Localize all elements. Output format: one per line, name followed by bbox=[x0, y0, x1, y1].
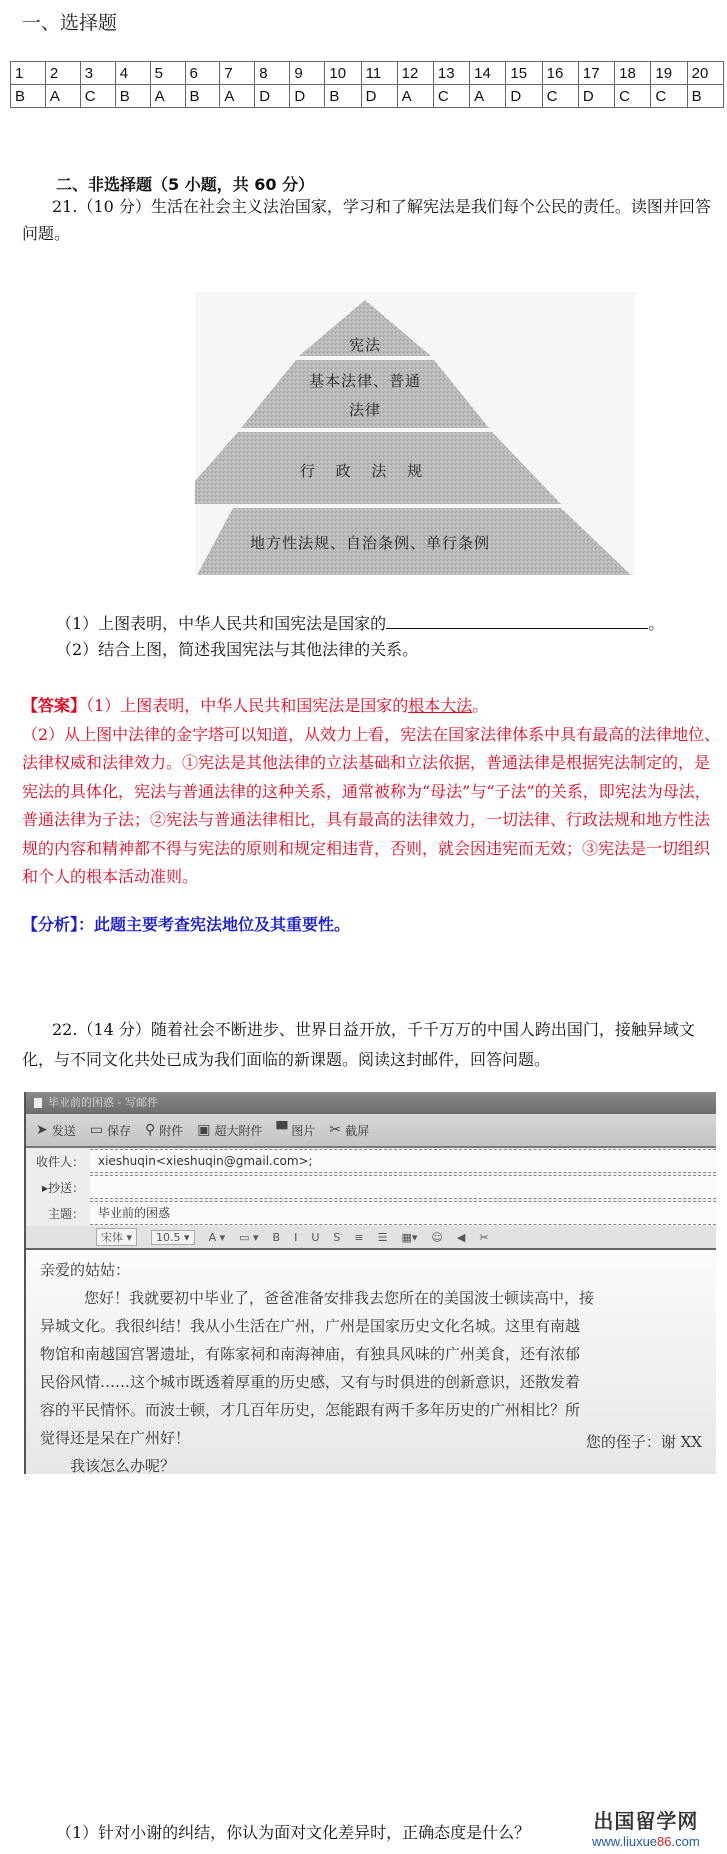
question-number: 14 bbox=[470, 62, 506, 85]
email-window-titlebar bbox=[26, 1092, 716, 1114]
subject-row bbox=[26, 1200, 716, 1226]
email-line: 异城文化。我很纠结！我从小生活在广州，广州是国家历史文化名城。这里有南越 bbox=[40, 1317, 581, 1335]
question-number: 9 bbox=[290, 62, 325, 85]
email-line: 觉得还是呆在广州好！ bbox=[40, 1429, 191, 1447]
highlight-button[interactable]: ▭ ▾ bbox=[239, 1230, 259, 1244]
answer-table bbox=[10, 61, 724, 108]
save-button[interactable] bbox=[90, 1122, 131, 1139]
law-pyramid-figure bbox=[195, 292, 635, 575]
answer-cell: B bbox=[185, 85, 220, 108]
email-line: 您好！我就要初中毕业了，爸爸准备安排我去您所在的美国波士顿读高中，接 bbox=[84, 1289, 595, 1307]
answer-tag: 【答案】 bbox=[22, 696, 87, 715]
pyramid-level-basic-law: 基本法律、普通 bbox=[308, 372, 421, 390]
window-icon bbox=[34, 1098, 42, 1108]
subject-field[interactable]: 毕业前的困惑 bbox=[90, 1201, 716, 1225]
q22-stem: 22.（14 分）随着社会不断进步、世界日益开放，千千万万的中国人跨出国门，接触异域文化，与不同文化共处已成为我们面临的新课题。阅读这封邮件，回答问题。 bbox=[22, 1020, 695, 1069]
cc-row bbox=[26, 1174, 716, 1200]
answer-1-key: 根本大法 bbox=[408, 696, 473, 715]
answer-cell: D bbox=[506, 85, 542, 108]
screenshot-label: 截屏 bbox=[345, 1123, 370, 1138]
align-button[interactable]: ≡ bbox=[354, 1230, 364, 1244]
question-number: 13 bbox=[433, 62, 469, 85]
cc-label[interactable]: ▸抄送： bbox=[41, 1180, 84, 1195]
section2-title: 二、非选择题（5 小题，共 60 分） bbox=[56, 175, 315, 194]
question-number: 6 bbox=[185, 62, 220, 85]
emoji-button[interactable]: ☺ bbox=[431, 1230, 443, 1244]
scissors-icon: ✂ bbox=[329, 1122, 342, 1138]
watermark bbox=[592, 1805, 700, 1849]
font-size: 10.5 bbox=[156, 1230, 181, 1244]
image-icon: ▀ bbox=[276, 1122, 288, 1138]
font-name: 宋体 bbox=[101, 1231, 123, 1244]
answer-cell: A bbox=[45, 85, 80, 108]
large-attach-button[interactable] bbox=[197, 1122, 262, 1139]
q21-sub1 bbox=[56, 611, 664, 634]
question-number: 5 bbox=[150, 62, 185, 85]
question-number: 7 bbox=[220, 62, 255, 85]
watermark-url bbox=[592, 1834, 700, 1849]
window-title: 毕业前的困惑 - 写邮件 bbox=[48, 1096, 158, 1109]
subject-label: 主题： bbox=[47, 1206, 84, 1221]
email-line: 容的平民情怀。而波士顿，才几百年历史，怎能跟有两千多年历史的广州相比？所 bbox=[40, 1401, 581, 1419]
send-label: 发送 bbox=[51, 1123, 76, 1138]
answer-cell: C bbox=[433, 85, 469, 108]
email-question: 我该怎么办呢？ bbox=[70, 1457, 176, 1474]
question-number: 19 bbox=[651, 62, 687, 85]
clear-format-button[interactable]: ✂ bbox=[479, 1230, 489, 1244]
answer-cell: B bbox=[11, 85, 46, 108]
answer-cell: B bbox=[687, 85, 723, 108]
strikethrough-button[interactable]: S bbox=[333, 1230, 341, 1244]
font-name-select[interactable]: 宋体 ▾ bbox=[96, 1228, 137, 1246]
q22-sub1: （1）针对小谢的纠结，你认为面对文化差异时，正确态度是什么？ bbox=[56, 1823, 531, 1842]
font-color-button[interactable]: A ▾ bbox=[208, 1230, 226, 1244]
answer-cell: A bbox=[397, 85, 433, 108]
question-number: 3 bbox=[80, 62, 115, 85]
email-screenshot bbox=[24, 1092, 716, 1474]
email-line: 民俗风情……这个城市既透着厚重的历史感，又有与时俱进的创新意识，还散发着 bbox=[40, 1373, 581, 1391]
send-icon: ➤ bbox=[36, 1122, 48, 1138]
answer-cell: D bbox=[290, 85, 325, 108]
question-number: 1 bbox=[11, 62, 46, 85]
table-button[interactable]: ▦▾ bbox=[401, 1230, 418, 1244]
large-attach-label: 超大附件 bbox=[214, 1123, 263, 1138]
watermark-url-accent: 86 bbox=[657, 1834, 672, 1849]
watermark-url-suffix: .com bbox=[671, 1834, 700, 1849]
question-number: 15 bbox=[506, 62, 542, 85]
format-toolbar bbox=[26, 1226, 716, 1250]
answer-blank bbox=[386, 612, 648, 629]
underline-button[interactable]: U bbox=[311, 1230, 320, 1244]
send-button[interactable] bbox=[36, 1122, 76, 1139]
answer-cell: C bbox=[615, 85, 651, 108]
answer-cell: D bbox=[578, 85, 614, 108]
pyramid-level-local: 地方性法规、自治条例、单行条例 bbox=[249, 534, 490, 552]
to-field[interactable]: xieshuqin<xieshuqin@gmail.com>; bbox=[90, 1149, 716, 1173]
to-label: 收件人： bbox=[35, 1154, 84, 1169]
cc-field[interactable] bbox=[90, 1175, 716, 1199]
to-row bbox=[26, 1148, 716, 1174]
question-number: 10 bbox=[325, 62, 361, 85]
q21-sub1-text: （1）上图表明，中华人民共和国宪法是国家的 bbox=[56, 614, 387, 633]
q21-sub1-suffix: 。 bbox=[648, 614, 665, 633]
answer-cell: A bbox=[220, 85, 255, 108]
answer-cell: C bbox=[80, 85, 115, 108]
q21-analysis: 【分析】：此题主要考查宪法地位及其重要性。 bbox=[22, 915, 351, 934]
list-button[interactable]: ☰ bbox=[377, 1230, 388, 1244]
answer-2-text: （2）从上图中法律的金字塔可以知道，从效力上看，宪法在国家法律体系中具有最高的法律地位、法律权威和法律效力。①宪法是其他法律的立法基础和立法依据，普通法律是根据宪法制定的，是宪法的具体化，宪法与普通法律的这种关系，通常被称为“母法”与“子法”的关系，即宪法为母法，普通法律为子法；②宪法与普通法律相比，具有最高的法律效力，一切法律、行政法规和地方性法规的内容和精神都不得与宪法的原则和规定相违背，否则，就会因违宪而无效；③宪法是一切组织和个人的根本活动准则。 bbox=[22, 724, 721, 886]
watermark-url-prefix: www.liuxue bbox=[592, 1834, 658, 1849]
email-line: 物馆和南越国宫署遗址，有陈家祠和南海神庙，有独具风味的广州美食，还有浓郁 bbox=[40, 1345, 581, 1363]
question-number: 18 bbox=[615, 62, 651, 85]
save-icon: ▭ bbox=[89, 1122, 103, 1138]
email-greeting: 亲爱的姑姑： bbox=[40, 1261, 131, 1279]
save-label: 保存 bbox=[106, 1123, 131, 1138]
answer-1-text: （1）上图表明，中华人民共和国宪法是国家的 bbox=[86, 696, 409, 715]
pyramid-level-constitution: 宪法 bbox=[348, 336, 381, 354]
answer-cell: A bbox=[150, 85, 185, 108]
attach-label: 附件 bbox=[159, 1123, 184, 1138]
question-number: 11 bbox=[361, 62, 397, 85]
answer-cell: A bbox=[470, 85, 506, 108]
answer-1-suffix: 。 bbox=[472, 696, 489, 715]
font-size-select[interactable]: 10.5 ▾ bbox=[151, 1230, 195, 1245]
email-body[interactable] bbox=[26, 1250, 716, 1474]
watermark-title: 出国留学网 bbox=[593, 1809, 699, 1833]
answer-cell: B bbox=[325, 85, 361, 108]
answer-cell: D bbox=[361, 85, 397, 108]
image-button[interactable] bbox=[277, 1122, 316, 1139]
image-label: 图片 bbox=[291, 1123, 316, 1138]
section1-title: 一、选择题 bbox=[22, 12, 118, 34]
attach-button[interactable] bbox=[145, 1122, 183, 1139]
answer-cell: C bbox=[542, 85, 578, 108]
question-number: 2 bbox=[45, 62, 80, 85]
large-attachment-icon: ▣ bbox=[197, 1122, 211, 1138]
audio-button[interactable]: ◀ bbox=[456, 1230, 466, 1244]
answer-table-answer-row bbox=[11, 85, 724, 108]
email-signature: 您的侄子：谢 XX bbox=[585, 1433, 702, 1451]
question-number: 4 bbox=[115, 62, 150, 85]
q21-sub2: （2）结合上图，简述我国宪法与其他法律的关系。 bbox=[56, 640, 419, 659]
question-number: 8 bbox=[255, 62, 290, 85]
question-number: 20 bbox=[687, 62, 723, 85]
screenshot-button[interactable] bbox=[329, 1122, 369, 1139]
question-number: 17 bbox=[578, 62, 614, 85]
answer-table-number-row bbox=[11, 62, 724, 85]
q21-stem: 21.（10 分）生活在社会主义法治国家，学习和了解宪法是我们每个公民的责任。读图并回答问题。 bbox=[22, 197, 711, 243]
answer-cell: B bbox=[115, 85, 150, 108]
email-toolbar bbox=[26, 1114, 716, 1148]
answer-cell: D bbox=[255, 85, 290, 108]
bold-button[interactable]: B bbox=[272, 1230, 281, 1244]
pyramid-level-administrative: 行 政 法 规 bbox=[299, 462, 431, 480]
pyramid-level-law: 法律 bbox=[348, 401, 381, 419]
italic-button[interactable]: I bbox=[294, 1230, 298, 1244]
question-number: 16 bbox=[542, 62, 578, 85]
answer-cell: C bbox=[651, 85, 687, 108]
paperclip-icon: ⚲ bbox=[145, 1122, 156, 1138]
q21-answer bbox=[22, 692, 724, 892]
question-number: 12 bbox=[397, 62, 433, 85]
